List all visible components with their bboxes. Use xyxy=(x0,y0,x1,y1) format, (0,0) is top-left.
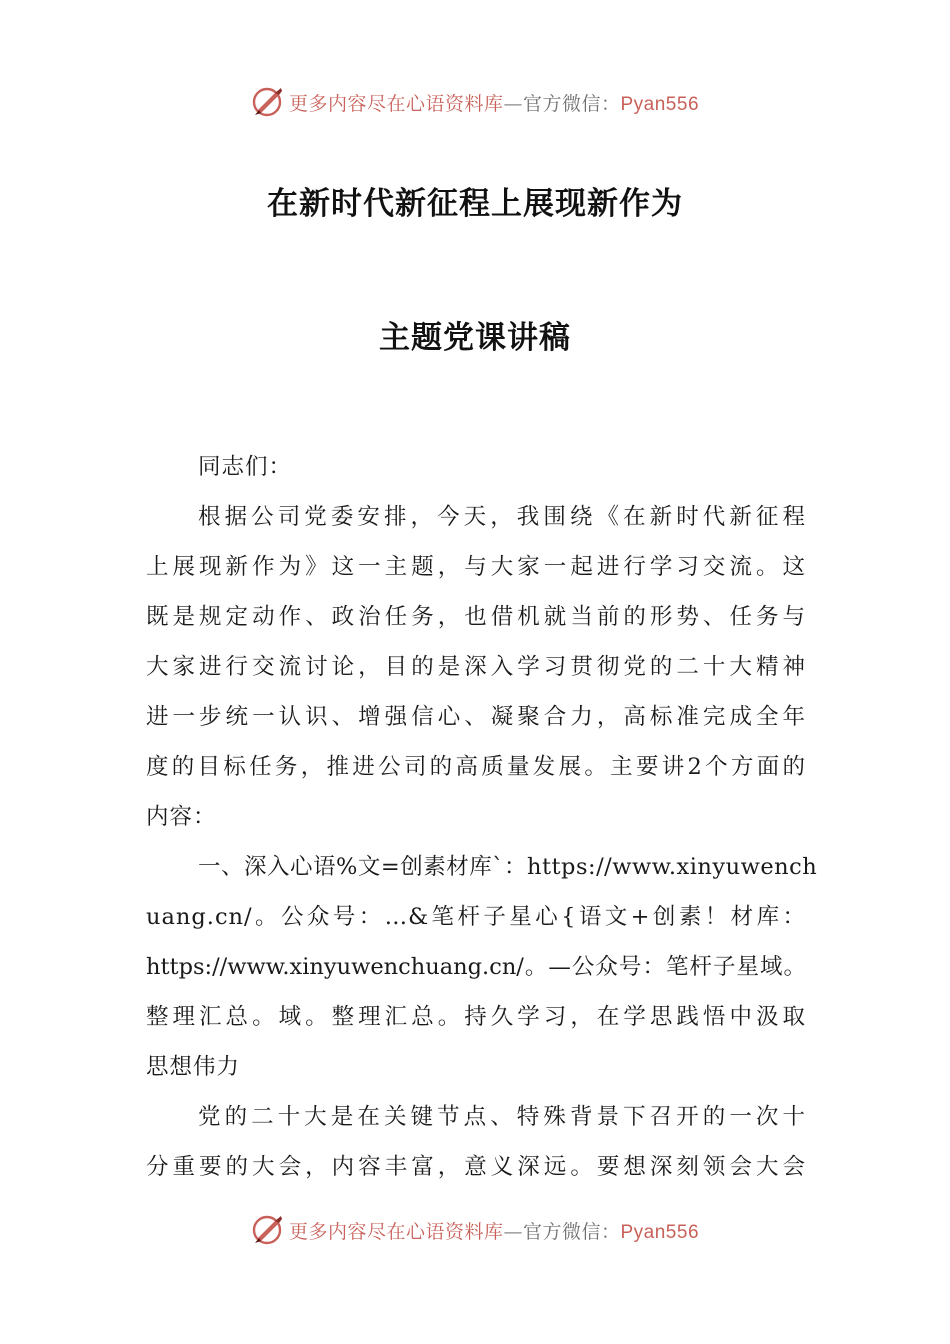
body-line: 度的目标任务，推进公司的高质量发展。主要讲2个方面的 xyxy=(146,754,806,780)
body-line: 分重要的大会，内容丰富，意义深远。要想深刻领会大会 xyxy=(146,1154,806,1180)
footer-banner xyxy=(0,1210,950,1250)
body-line: 一、深入心语%文=创素材库`：https://www.xinyuwench xyxy=(198,854,818,880)
footer-banner-wechat: Pyan556 xyxy=(620,1221,700,1243)
body-line: 根据公司党委安排，今天，我围绕《在新时代新征程 xyxy=(198,504,806,530)
body-line: 既是规定动作、政治任务，也借机就当前的形势、任务与 xyxy=(146,604,806,630)
header-banner-wechat: Pyan556 xyxy=(620,93,700,115)
pen-logo-icon xyxy=(251,85,285,119)
body-line: 整理汇总。域。整理汇总。持久学习，在学思践悟中汲取 xyxy=(146,1004,806,1030)
body-line: 进一步统一认识、增强信心、凝聚合力，高标准完成全年 xyxy=(146,704,806,730)
header-banner-text xyxy=(289,89,699,116)
document-subtitle: 主题党课讲稿 xyxy=(379,320,571,356)
footer-banner-text xyxy=(289,1217,699,1244)
body-line: 党的二十大是在关键节点、特殊背景下召开的一次十 xyxy=(198,1104,806,1130)
document-title: 在新时代新征程上展现新作为 xyxy=(267,186,683,222)
footer-banner-dash: — xyxy=(503,1220,523,1243)
footer-banner-official: 官方微信： xyxy=(522,1220,621,1243)
body-line: 思想伟力 xyxy=(146,1054,241,1080)
header-banner xyxy=(0,82,950,122)
body-line: 同志们： xyxy=(198,454,293,480)
document-body xyxy=(146,442,818,1192)
body-line: 大家进行交流讨论，目的是深入学习贯彻党的二十大精神 xyxy=(146,654,806,680)
header-banner-main: 更多内容尽在心语资料库 xyxy=(288,92,504,115)
header-banner-official: 官方微信： xyxy=(522,92,621,115)
footer-banner-main: 更多内容尽在心语资料库 xyxy=(288,1220,504,1243)
body-line: https://www.xinyuwenchuang.cn/。—公众号：笔杆子星域。 xyxy=(146,954,806,980)
body-line: uang.cn/。公众号：…&笔杆子星心{语文+创素！材库： xyxy=(146,904,806,930)
body-line: 内容： xyxy=(146,804,217,830)
pen-logo-icon xyxy=(251,1213,285,1247)
body-line: 上展现新作为》这一主题，与大家一起进行学习交流。这 xyxy=(146,554,806,580)
header-banner-dash: — xyxy=(503,92,523,115)
